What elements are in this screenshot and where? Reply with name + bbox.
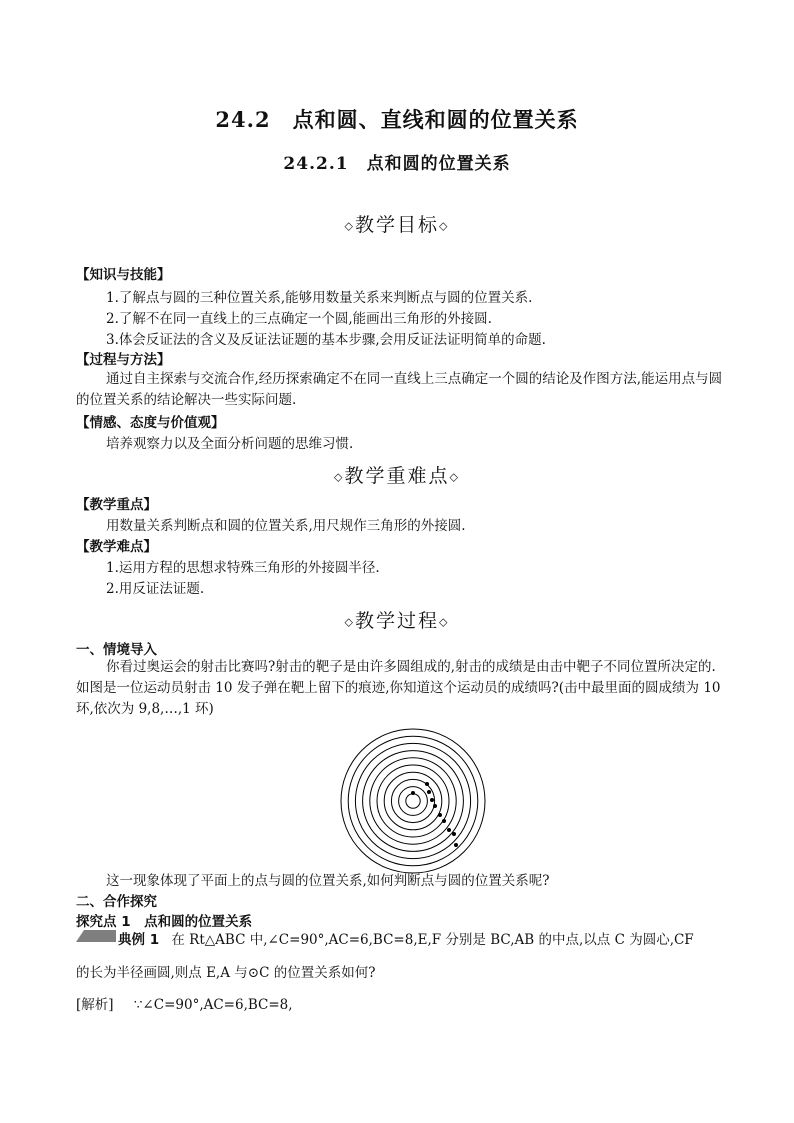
section-heading-text: 教学重难点	[344, 465, 450, 487]
shot-mark	[452, 832, 456, 836]
target-ring	[355, 743, 470, 858]
part1-label: 一、情境导入	[76, 642, 157, 658]
diamond-icon: ◇	[439, 615, 450, 629]
part1-conclusion: 这一现象体现了平面上的点与圆的位置关系,如何判断点与圆的位置关系呢?	[106, 873, 550, 889]
shot-mark	[454, 843, 458, 847]
shot-mark	[427, 790, 431, 794]
shot-mark	[411, 791, 415, 795]
knowledge-item: 2.了解不在同一直线上的三点确定一个圆,能画出三角形的外接圆.	[106, 311, 492, 327]
section-heading-text: 教学目标	[354, 214, 439, 236]
example-continuation: 的长为半径画圆,则点 E,A 与⊙C 的位置关系如何?	[76, 965, 376, 981]
diamond-icon: ◇	[344, 615, 355, 629]
target-ring	[406, 794, 420, 808]
target-ring	[370, 758, 456, 844]
target-ring	[391, 779, 434, 822]
example-text: 在 Rt△ABC 中,∠C=90°,AC=6,BC=8,E,F 分别是 BC,AB 的中点,以点 C 为圆心,CF	[171, 932, 694, 948]
analysis-label: [解析]	[76, 997, 114, 1013]
difficulty-item: 2.用反证法证题.	[106, 581, 205, 597]
section-keypoints-heading	[0, 461, 794, 488]
attitude-text: 培养观察力以及全面分析问题的思维习惯.	[106, 436, 354, 452]
analysis-line	[76, 993, 293, 1013]
shot-mark	[442, 819, 446, 823]
part1-text: 你看过奥运会的射击比赛吗?射击的靶子是由许多圆组成的,射击的成绩是由击中靶子不同位置所决定的.如图是一位运动员射击 10 发子弹在靶上留下的痕迹,你知道这个运动员的成绩吗?(击中最里面的圆成绩为 10 环,依次为 9,8,…,1 环)	[76, 659, 721, 717]
shot-mark	[425, 782, 429, 786]
process-label: 【过程与方法】	[76, 352, 171, 368]
explore-point-label: 探究点 1 点和圆的位置关系	[76, 914, 253, 930]
process-text: 通过自主探索与交流合作,经历探索确定不在同一直线上三点确定一个圆的结论及作图方法,能运用点与圆的位置关系的结论解决一些实际问题.	[76, 371, 723, 408]
target-ring	[399, 787, 428, 816]
knowledge-item: 3.体会反证法的含义及反证法证题的基本步骤,会用反证法证明简单的命题.	[106, 332, 546, 348]
diamond-icon: ◇	[439, 219, 450, 233]
target-ring	[377, 765, 449, 837]
shot-mark	[430, 798, 434, 802]
page-subtitle: 24.2.1 点和圆的位置关系	[283, 154, 511, 174]
focus-label: 【教学重点】	[76, 497, 157, 513]
focus-text: 用数量关系判断点和圆的位置关系,用尺规作三角形的外接圆.	[106, 518, 466, 534]
difficulty-label: 【教学难点】	[76, 539, 157, 555]
section-process-heading	[0, 606, 794, 633]
example-badge-icon	[76, 930, 116, 942]
shot-mark	[433, 804, 437, 808]
page-title: 24.2 点和圆、直线和圆的位置关系	[215, 107, 579, 132]
analysis-text: ∵∠C=90°,AC=6,BC=8,	[133, 997, 293, 1013]
example-line	[118, 928, 694, 948]
section-heading-text: 教学过程	[354, 610, 439, 632]
shooting-target-figure	[340, 728, 486, 874]
diamond-icon: ◇	[344, 219, 355, 233]
shot-mark	[447, 828, 451, 832]
diamond-icon: ◇	[449, 470, 460, 484]
target-ring	[348, 736, 478, 866]
diamond-icon: ◇	[334, 470, 345, 484]
section-objectives-heading	[0, 210, 794, 237]
attitude-label: 【情感、态度与价值观】	[76, 415, 225, 431]
shot-mark	[438, 813, 442, 817]
part2-label: 二、合作探究	[76, 894, 157, 910]
knowledge-item: 1.了解点与圆的三种位置关系,能够用数量关系来判断点与圆的位置关系.	[106, 290, 533, 306]
example-label: 典例 1	[118, 932, 160, 948]
target-ring	[363, 751, 464, 852]
difficulty-item: 1.运用方程的思想求特殊三角形的外接圆半径.	[106, 560, 380, 576]
knowledge-label: 【知识与技能】	[76, 267, 171, 283]
